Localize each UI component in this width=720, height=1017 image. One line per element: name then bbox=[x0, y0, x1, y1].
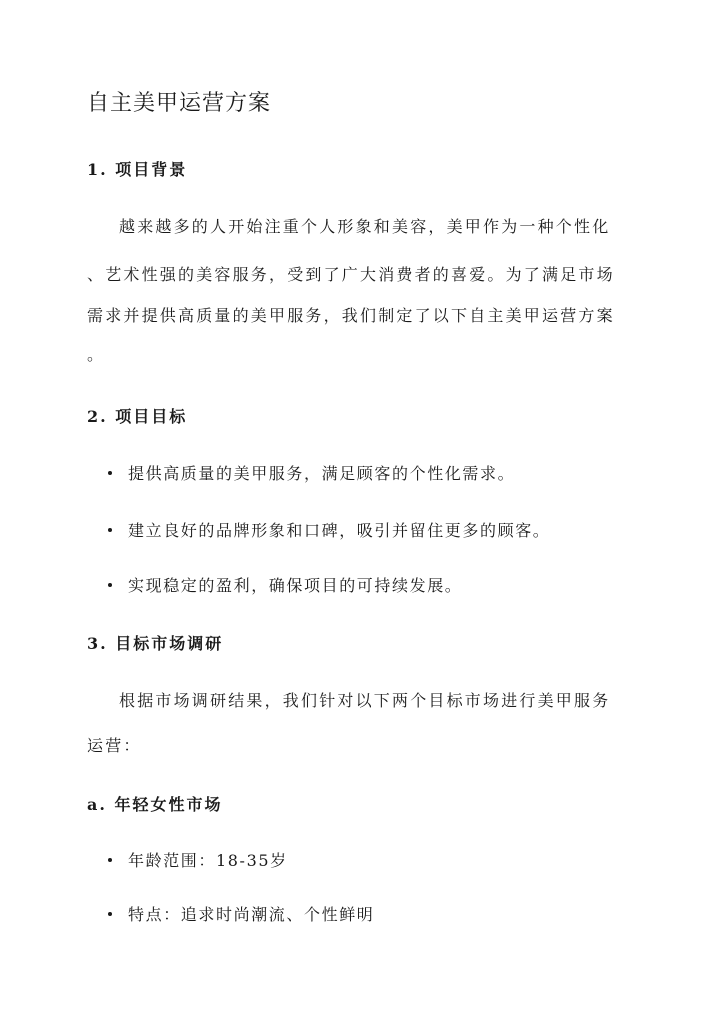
list-item-text: 建立良好的品牌形象和口碑，吸引并留住更多的顾客。 bbox=[128, 521, 551, 540]
bullet-icon bbox=[108, 528, 112, 532]
bullet-icon bbox=[108, 471, 112, 475]
list-item-text: 特点：追求时尚潮流、个性鲜明 bbox=[128, 905, 375, 924]
list-item-text: 实现稳定的盈利，确保项目的可持续发展。 bbox=[128, 576, 463, 595]
subsection-heading-young-women: a. 年轻女性市场 bbox=[87, 795, 223, 814]
section-heading-background: 1. 项目背景 bbox=[87, 160, 188, 179]
paragraph-line: 需求并提供高质量的美甲服务，我们制定了以下自主美甲运营方案 bbox=[87, 306, 615, 325]
paragraph-line: 根据市场调研结果，我们针对以下两个目标市场进行美甲服务 bbox=[119, 691, 611, 710]
list-item bbox=[108, 518, 550, 541]
list-item bbox=[108, 461, 515, 484]
list-item bbox=[108, 848, 288, 871]
bullet-icon bbox=[108, 858, 112, 862]
bullet-icon bbox=[108, 912, 112, 916]
list-item-text: 年龄范围：18-35岁 bbox=[128, 851, 288, 870]
list-item bbox=[108, 902, 374, 925]
section-heading-market-research: 3. 目标市场调研 bbox=[87, 634, 224, 653]
paragraph-line: 越来越多的人开始注重个人形象和美容，美甲作为一种个性化 bbox=[119, 217, 611, 236]
paragraph-line: 、艺术性强的美容服务，受到了广大消费者的喜爱。为了满足市场 bbox=[87, 265, 615, 284]
section-heading-goals: 2. 项目目标 bbox=[87, 407, 188, 426]
paragraph-line: 。 bbox=[87, 345, 106, 364]
bullet-icon bbox=[108, 583, 112, 587]
paragraph-line: 运营： bbox=[87, 736, 142, 755]
document-title: 自主美甲运营方案 bbox=[87, 91, 272, 116]
list-item-text: 提供高质量的美甲服务，满足顾客的个性化需求。 bbox=[128, 464, 516, 483]
list-item bbox=[108, 573, 462, 596]
